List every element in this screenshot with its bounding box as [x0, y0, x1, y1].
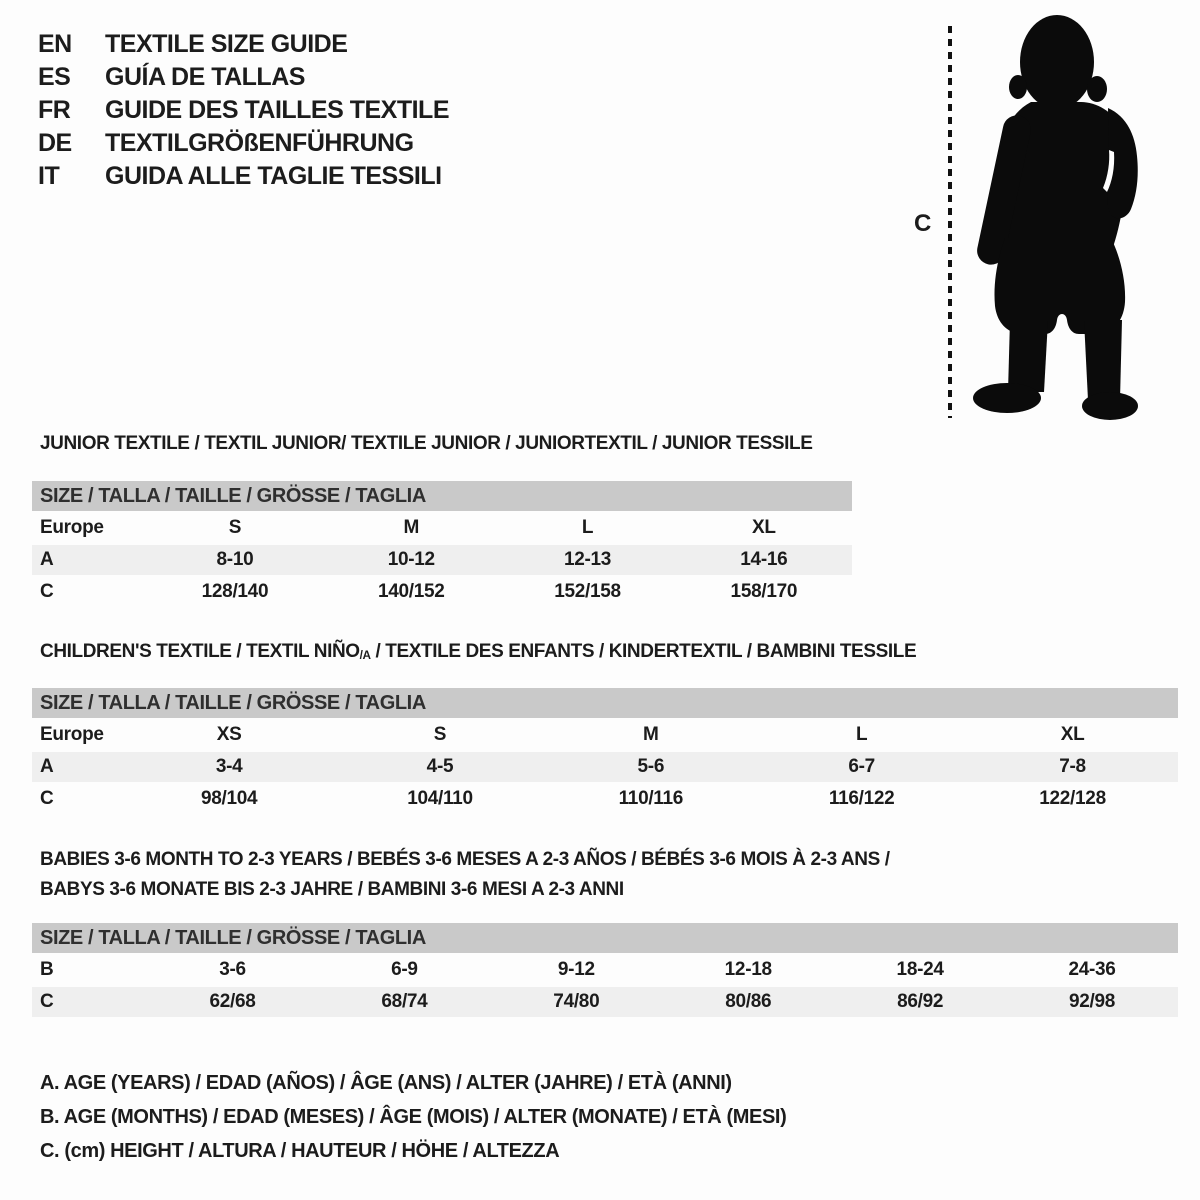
- size-cell: 116/122: [756, 782, 967, 814]
- row-label: C: [32, 575, 147, 607]
- junior-table: [32, 511, 852, 607]
- language-code: ES: [38, 63, 71, 91]
- size-cell: 9-12: [490, 953, 662, 985]
- table-row-age: [32, 543, 852, 575]
- size-cell: 62/68: [147, 985, 319, 1017]
- size-cell: 3-6: [147, 953, 319, 985]
- language-row-es: [38, 61, 449, 94]
- size-cell: XS: [124, 718, 335, 750]
- language-list: [38, 28, 449, 193]
- size-cell: 158/170: [676, 575, 852, 607]
- children-section-title: CHILDREN'S TEXTILE / TEXTIL NIÑO/A / TEXTILE DES ENFANTS / KINDERTEXTIL / BAMBINI TESSILE: [40, 641, 917, 663]
- table-row-age: [32, 750, 1178, 782]
- size-cell: 4-5: [335, 750, 546, 782]
- language-title: GUIDE DES TAILLES TEXTILE: [105, 96, 450, 124]
- junior-size-table: [32, 481, 852, 607]
- table-row-months: [32, 953, 1178, 985]
- row-label: A: [32, 543, 147, 575]
- size-cell: 24-36: [1006, 953, 1178, 985]
- size-cell: L: [756, 718, 967, 750]
- size-cell: S: [147, 511, 323, 543]
- size-cell: 6-9: [318, 953, 490, 985]
- table-row-height: [32, 782, 1178, 814]
- size-cell: 128/140: [147, 575, 323, 607]
- language-row-fr: [38, 94, 449, 127]
- size-cell: M: [545, 718, 756, 750]
- size-cell: 7-8: [967, 750, 1178, 782]
- size-cell: 12-13: [499, 543, 675, 575]
- size-cell: 92/98: [1006, 985, 1178, 1017]
- row-label: C: [32, 985, 147, 1017]
- table-row-height: [32, 985, 1178, 1017]
- size-cell: 110/116: [545, 782, 756, 814]
- table-row-height: [32, 575, 852, 607]
- size-cell: M: [323, 511, 499, 543]
- children-table: [32, 718, 1178, 814]
- size-cell: XL: [967, 718, 1178, 750]
- size-cell: 122/128: [967, 782, 1178, 814]
- size-cell: 140/152: [323, 575, 499, 607]
- size-cell: 8-10: [147, 543, 323, 575]
- size-cell: 98/104: [124, 782, 335, 814]
- size-cell: 14-16: [676, 543, 852, 575]
- babies-size-header: SIZE / TALLA / TAILLE / GRÖSSE / TAGLIA: [32, 923, 1178, 953]
- language-code: EN: [38, 30, 72, 58]
- row-label: B: [32, 953, 147, 985]
- row-label: C: [32, 782, 124, 814]
- language-code: DE: [38, 129, 72, 157]
- table-row-europe: [32, 718, 1178, 750]
- junior-size-header: SIZE / TALLA / TAILLE / GRÖSSE / TAGLIA: [32, 481, 852, 511]
- language-title: GUÍA DE TALLAS: [105, 63, 305, 91]
- legend-line-b: B. AGE (MONTHS) / EDAD (MESES) / ÂGE (MOIS) / ALTER (MONATE) / ETÀ (MESI): [40, 1106, 787, 1128]
- babies-size-table: [32, 923, 1178, 1017]
- size-cell: 104/110: [335, 782, 546, 814]
- language-code: FR: [38, 96, 71, 124]
- measurement-legend: [40, 1066, 786, 1168]
- language-title: TEXTILGRÖßENFÜHRUNG: [105, 129, 414, 157]
- children-size-header: SIZE / TALLA / TAILLE / GRÖSSE / TAGLIA: [32, 688, 1178, 718]
- language-row-de: [38, 127, 449, 160]
- toddler-silhouette-icon: [960, 10, 1150, 420]
- babies-section-title-line1: BABIES 3-6 MONTH TO 2-3 YEARS / BEBÉS 3-6 MESES A 2-3 AÑOS / BÉBÉS 3-6 MOIS À 2-3 ANS /: [40, 849, 890, 870]
- babies-table: [32, 953, 1178, 1017]
- size-cell: 12-18: [662, 953, 834, 985]
- row-label: Europe: [32, 511, 147, 543]
- title-subscript: /A: [359, 649, 371, 663]
- size-cell: L: [499, 511, 675, 543]
- size-cell: 18-24: [834, 953, 1006, 985]
- size-cell: 68/74: [318, 985, 490, 1017]
- row-label: A: [32, 750, 124, 782]
- height-dashed-line: [948, 26, 952, 418]
- legend-line-a: A. AGE (YEARS) / EDAD (AÑOS) / ÂGE (ANS) / ALTER (JAHRE) / ETÀ (ANNI): [40, 1072, 732, 1094]
- junior-section-title: JUNIOR TEXTILE / TEXTIL JUNIOR/ TEXTILE JUNIOR / JUNIORTEXTIL / JUNIOR TESSILE: [40, 433, 813, 454]
- language-title: GUIDA ALLE TAGLIE TESSILI: [105, 162, 442, 190]
- size-cell: S: [335, 718, 546, 750]
- language-row-it: [38, 160, 449, 193]
- language-code: IT: [38, 162, 60, 190]
- size-cell: 86/92: [834, 985, 1006, 1017]
- size-cell: 3-4: [124, 750, 335, 782]
- size-cell: 152/158: [499, 575, 675, 607]
- language-row-en: [38, 28, 449, 61]
- size-cell: 5-6: [545, 750, 756, 782]
- size-cell: XL: [676, 511, 852, 543]
- size-cell: 6-7: [756, 750, 967, 782]
- size-cell: 80/86: [662, 985, 834, 1017]
- language-title: TEXTILE SIZE GUIDE: [105, 30, 348, 58]
- children-size-table: [32, 688, 1178, 814]
- size-cell: 10-12: [323, 543, 499, 575]
- row-label: Europe: [32, 718, 124, 750]
- legend-line-c: C. (cm) HEIGHT / ALTURA / HAUTEUR / HÖHE / ALTEZZA: [40, 1140, 560, 1162]
- table-row-europe: [32, 511, 852, 543]
- height-measure-label: C: [914, 210, 932, 237]
- size-cell: 74/80: [490, 985, 662, 1017]
- babies-section-title-line2: BABYS 3-6 MONATE BIS 2-3 JAHRE / BAMBINI 3-6 MESI A 2-3 ANNI: [40, 879, 624, 900]
